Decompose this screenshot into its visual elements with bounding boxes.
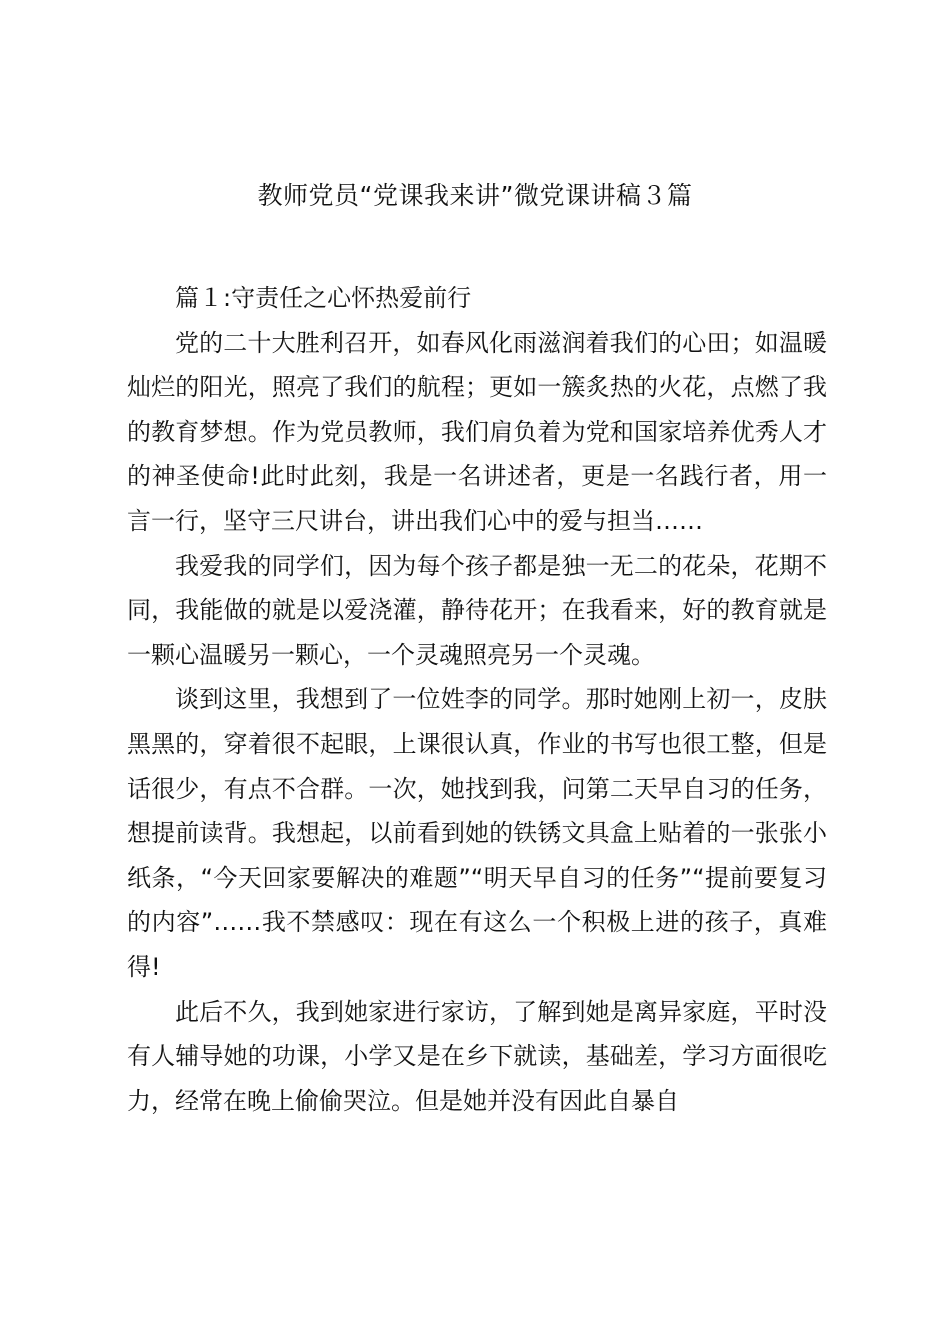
paragraph: 党的二十大胜利召开，如春风化雨滋润着我们的心田；如温暖灿烂的阳光，照亮了我们的航程；更如一簇炙热的火花，点燃了我的教育梦想。作为党员教师，我们肩负着为党和国家培养优秀人才的神圣使命!此时此刻，我是一名讲述者，更是一名践行者，用一言一行，坚守三尺讲台，讲出我们心中的爱与担当……: [127, 328, 827, 535]
paragraph: 谈到这里，我想到了一位姓李的同学。那时她刚上初一，皮肤黑黑的，穿着很不起眼，上课很认真，作业的书写也很工整，但是话很少，有点不合群。一次，她找到我，问第二天早自习的任务，想提前读背。我想起，以前看到她的铁锈文具盒上贴着的一张张小纸条，“今天回家要解决的难题”“明天早自习的任务”“提前要复习的内容”……我不禁感叹：现在有这么一个积极上进的孩子，真难得!: [127, 685, 827, 981]
document-title: 教师党员“党课我来讲”微党课讲稿３篇: [257, 181, 693, 210]
paragraph: 此后不久，我到她家进行家访，了解到她是离异家庭，平时没有人辅导她的功课，小学又是在乡下就读，基础差，学习方面很吃力，经常在晚上偷偷哭泣。但是她并没有因此自暴自: [127, 997, 827, 1115]
document-body: [127, 276, 827, 1123]
section-heading: 篇１:守责任之心怀热爱前行: [175, 284, 472, 312]
paragraph: 我爱我的同学们，因为每个孩子都是独一无二的花朵，花期不同，我能做的就是以爱浇灌，静待花开；在我看来，好的教育就是一颗心温暖另一颗心，一个灵魂照亮另一个灵魂。: [127, 551, 827, 669]
